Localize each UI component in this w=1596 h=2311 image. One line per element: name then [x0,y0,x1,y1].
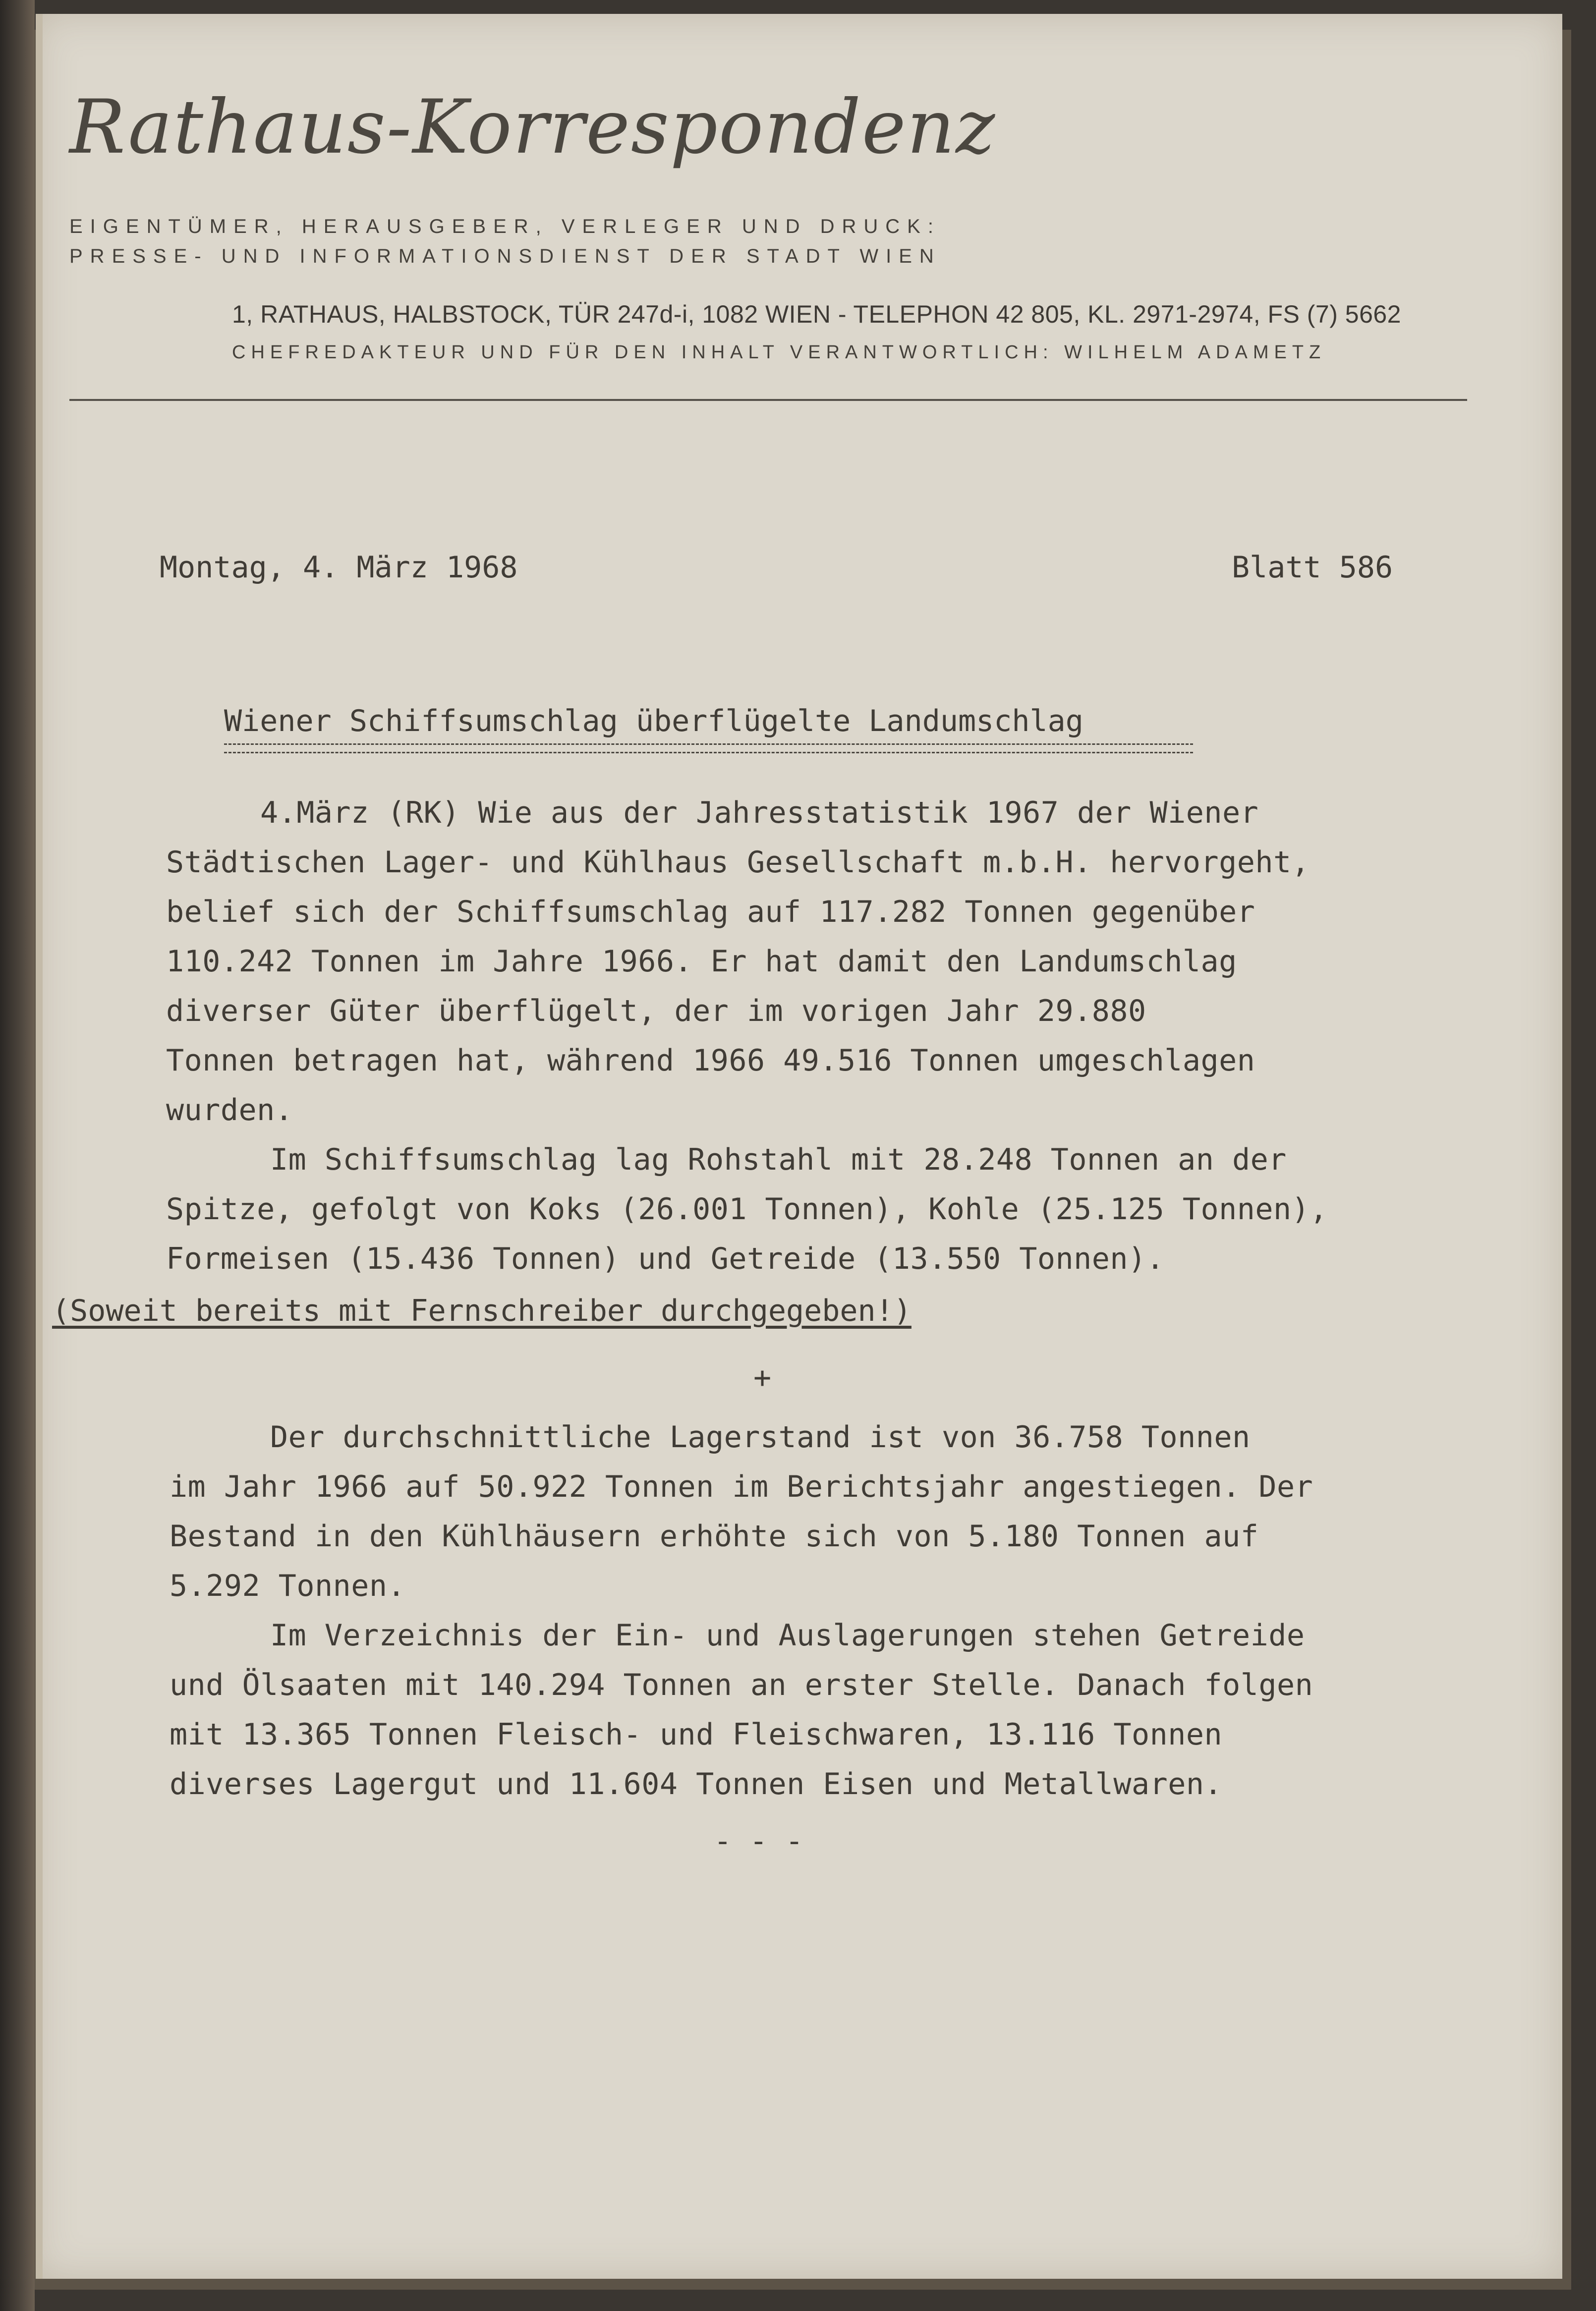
masthead-rule [69,399,1467,401]
article-line: wurden. [166,1093,293,1127]
article-line: 110.242 Tonnen im Jahre 1966. Er hat damit den Landumschlag [166,944,1237,979]
article-line: Spitze, gefolgt von Koks (26.001 Tonnen), Kohle (25.125 Tonnen), [166,1192,1328,1227]
sheet-edge [36,14,43,2279]
sheet-number: Blatt 586 [1232,550,1393,585]
masthead-address: 1, RATHAUS, HALBSTOCK, TÜR 247d-i, 1082 WIEN - TELEPHON 42 805, KL. 2971-2974, FS (7) 5662 [232,300,1401,328]
article-line: Städtischen Lager- und Kühlhaus Gesellschaft m.b.H. hervorgeht, [166,845,1310,880]
article-line: und Ölsaaten mit 140.294 Tonnen an erster Stelle. Danach folgen [170,1668,1313,1702]
article-line: Formeisen (15.436 Tonnen) und Getreide (13.550 Tonnen). [166,1241,1165,1276]
binding-strip [0,0,35,2311]
article-line: 5.292 Tonnen. [170,1569,406,1603]
article-line: belief sich der Schiffsumschlag auf 117.282 Tonnen gegenüber [166,895,1255,929]
article-line: diverses Lagergut und 11.604 Tonnen Eisen und Metallwaren. [170,1767,1223,1802]
masthead-editor: CHEFREDAKTEUR UND FÜR DEN INHALT VERANTWORTLICH: WILHELM ADAMETZ [232,342,1326,363]
article-line: diverser Güter überflügelt, der im vorigen Jahr 29.880 [166,994,1146,1028]
article-line: mit 13.365 Tonnen Fleisch- und Fleischwaren, 13.116 Tonnen [170,1717,1223,1752]
article-line: Bestand in den Kühlhäusern erhöhte sich von 5.180 Tonnen auf [170,1519,1259,1554]
document-date: Montag, 4. März 1968 [160,550,518,585]
end-mark: - - - [714,1824,803,1859]
transmission-note: (Soweit bereits mit Fernschreiber durchgegeben!) [52,1294,912,1328]
article-line: im Jahr 1966 auf 50.922 Tonnen im Berichtsjahr angestiegen. Der [170,1469,1313,1504]
article-line: Im Verzeichnis der Ein- und Auslagerungen stehen Getreide [270,1618,1305,1653]
article-line: Tonnen betragen hat, während 1966 49.516 Tonnen umgeschlagen [166,1043,1255,1078]
masthead-owner-line: EIGENTÜMER, HERAUSGEBER, VERLEGER UND DRUCK: [69,216,941,237]
article-line: Im Schiffsumschlag lag Rohstahl mit 28.248 Tonnen an der [270,1142,1287,1177]
article-line: 4.März (RK) Wie aus der Jahresstatistik 1967 der Wiener [260,795,1259,830]
headline-double-rule [224,743,1193,753]
article-headline: Wiener Schiffsumschlag überflügelte Landumschlag [224,704,1083,738]
masthead-publisher-line: PRESSE- UND INFORMATIONSDIENST DER STADT WIEN [69,245,941,267]
masthead-title: Rathaus-Korrespondenz [69,84,996,170]
article-line: Der durchschnittliche Lagerstand ist von 36.758 Tonnen [270,1420,1251,1455]
section-separator: + [753,1360,772,1395]
